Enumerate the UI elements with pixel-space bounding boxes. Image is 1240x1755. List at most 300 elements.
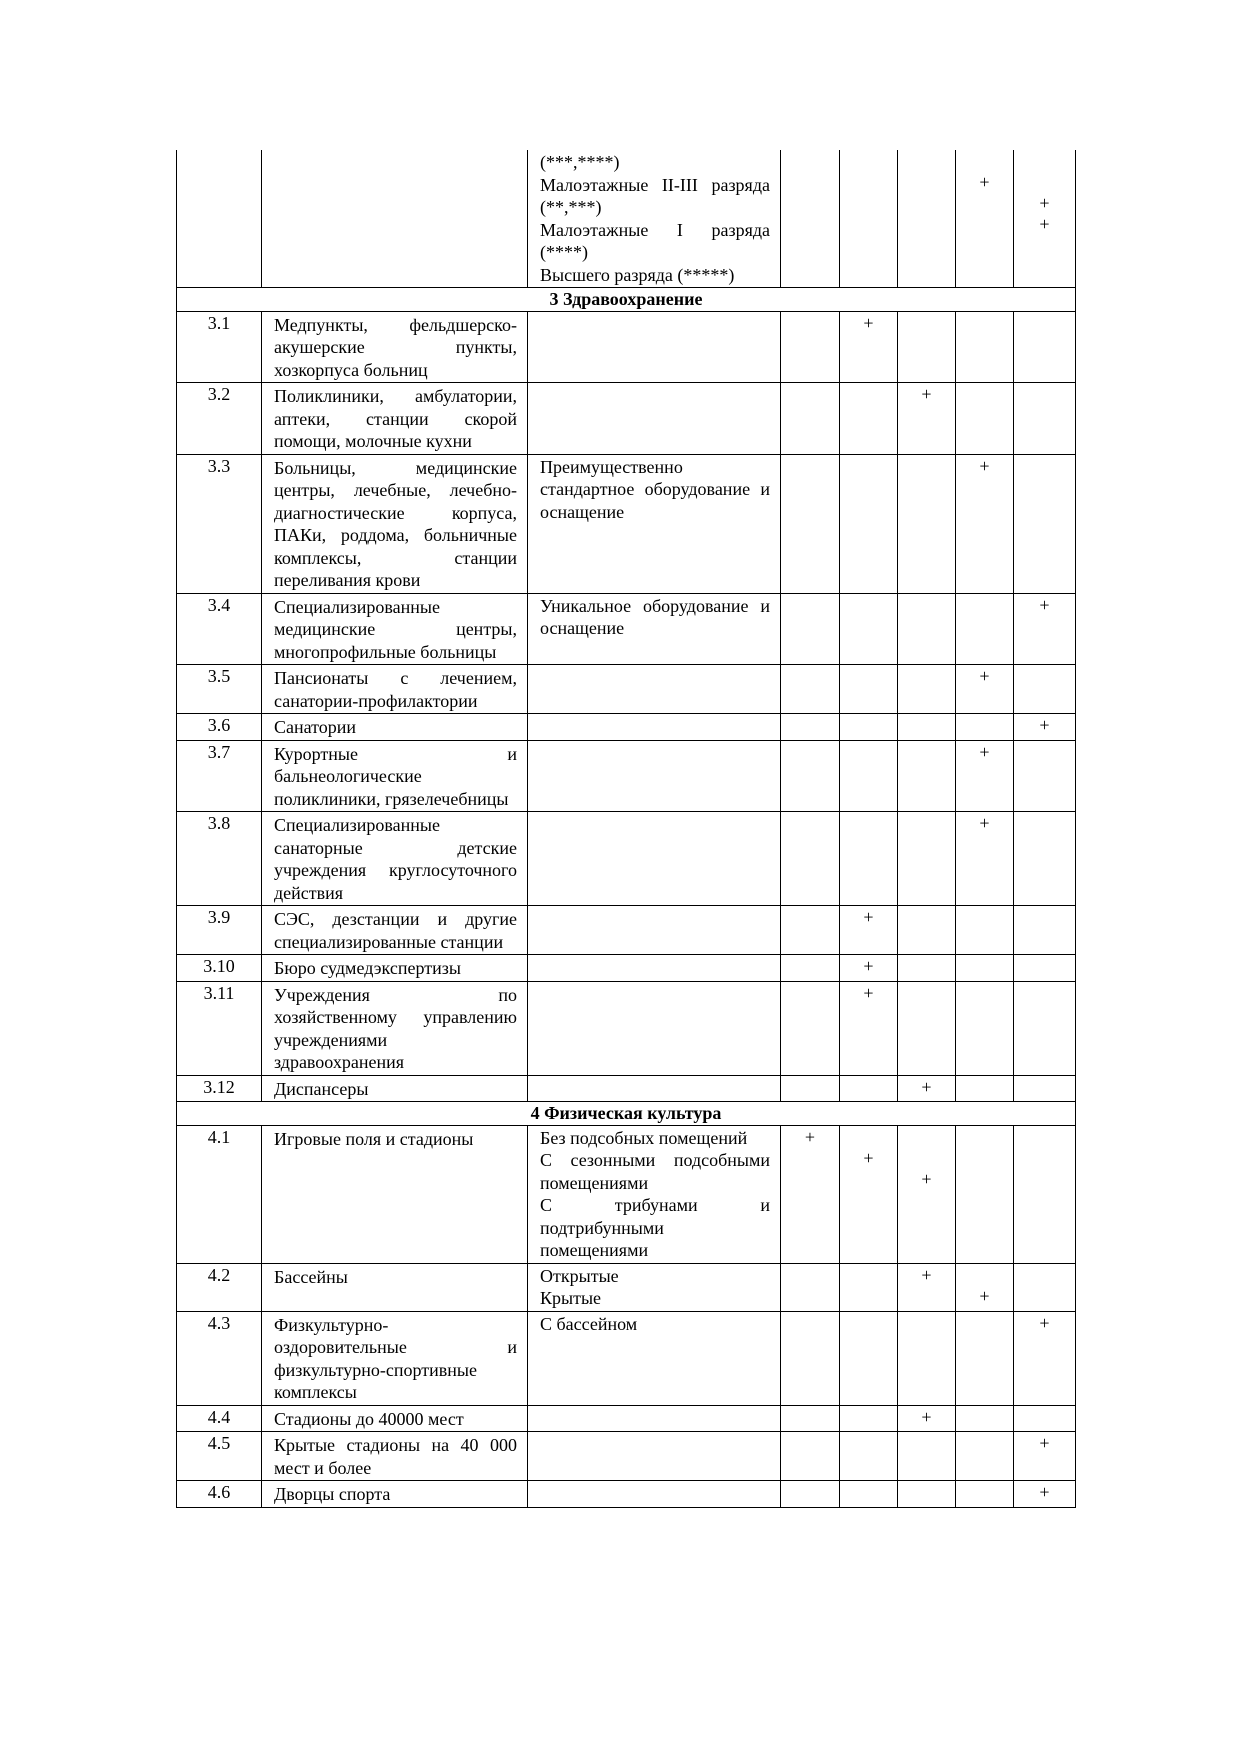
row-number: 3.12 (177, 1075, 262, 1102)
mark: + (863, 982, 874, 1003)
mark (956, 1147, 1013, 1168)
mark (898, 192, 955, 213)
row-number: 3.4 (177, 593, 262, 665)
mark (781, 1147, 839, 1168)
table-row (177, 740, 1076, 812)
mark: + (1039, 193, 1050, 213)
mark (1014, 982, 1075, 1003)
table-row (177, 1125, 1076, 1263)
mark (1014, 171, 1075, 192)
mark-cell-5 (1014, 1263, 1076, 1311)
mark-cell-1 (781, 1125, 840, 1263)
mark-cell-2 (840, 1075, 898, 1102)
row-number: 3.5 (177, 665, 262, 714)
mark-cell-1 (781, 454, 840, 593)
class-cell (528, 593, 781, 665)
row-name: Стадионы до 40000 мест (262, 1405, 528, 1432)
class-text: Без подсобных помещений (540, 1127, 748, 1148)
mark (781, 1285, 839, 1306)
class-cell (528, 955, 781, 982)
mark-cell-1 (781, 1405, 840, 1432)
mark (840, 1076, 897, 1097)
mark (898, 741, 955, 762)
classification-table (176, 150, 1076, 1508)
class-text: С трибунами и подтрибунными помещениями (540, 1195, 770, 1260)
mark-cell-3 (898, 1432, 956, 1481)
row-name: Специализированные медицинские центры, многопрофильные больницы (262, 593, 528, 665)
class-text: Уникальное оборудование и оснащение (540, 595, 770, 638)
class-cell (528, 1125, 781, 1263)
mark (840, 741, 897, 762)
mark-cell-1 (781, 1481, 840, 1508)
row-name: Медпункты, фельдшерско-акушерские пункты, хозкорпуса больниц (262, 311, 528, 383)
mark (1014, 812, 1075, 833)
table-row (177, 906, 1076, 955)
mark-cell-5 (1014, 593, 1076, 665)
section-header-row (177, 1102, 1076, 1126)
mark (1014, 1076, 1075, 1097)
class-text: С сезонными подсобными помещениями (540, 1150, 770, 1193)
mark-cell-3 (898, 1125, 956, 1263)
class-text (540, 1482, 770, 1503)
mark (840, 714, 897, 735)
table-row (177, 383, 1076, 455)
row-number: 3.7 (177, 740, 262, 812)
mark-cell-2 (840, 1311, 898, 1405)
mark (1014, 1285, 1075, 1306)
mark (898, 982, 955, 1003)
class-text: Открытые (540, 1265, 619, 1286)
mark (781, 982, 839, 1003)
class-cell (528, 1311, 781, 1405)
mark (898, 1126, 955, 1147)
mark (1014, 312, 1075, 333)
mark-cell-3 (898, 383, 956, 455)
mark-cell-2 (840, 1405, 898, 1432)
mark (781, 1076, 839, 1097)
mark-cell-2 (840, 150, 898, 288)
mark (956, 1406, 1013, 1427)
row-name: Больницы, медицинские центры, лечебные, лечебно-диагностические корпуса, ПАКи, роддома, больничные комплексы, станции переливания крови (262, 454, 528, 593)
mark (840, 594, 897, 615)
mark (781, 171, 839, 192)
mark-cell-4 (956, 1405, 1014, 1432)
row-name: Диспансеры (262, 1075, 528, 1102)
mark-cell-2 (840, 740, 898, 812)
mark-cell-5 (1014, 714, 1076, 741)
mark-cell-5 (1014, 665, 1076, 714)
table-row (177, 1263, 1076, 1311)
mark-cell-5 (1014, 1405, 1076, 1432)
row-number: 3.8 (177, 812, 262, 906)
mark: + (1039, 214, 1050, 234)
mark-cell-4 (956, 1432, 1014, 1481)
class-text (540, 1077, 770, 1098)
mark-cell-2 (840, 906, 898, 955)
mark-cell-3 (898, 955, 956, 982)
mark (781, 455, 839, 476)
class-text (540, 813, 770, 834)
class-cell (528, 311, 781, 383)
row-name: Курортные и бальнеологические поликлиники, грязелечебницы (262, 740, 528, 812)
mark: + (979, 455, 990, 476)
mark-cell-4 (956, 1481, 1014, 1508)
class-cell (528, 906, 781, 955)
mark-cell-3 (898, 665, 956, 714)
section-header-row (177, 288, 1076, 312)
mark: + (921, 1406, 932, 1427)
mark (781, 1168, 839, 1189)
mark-cell-2 (840, 665, 898, 714)
class-cell (528, 812, 781, 906)
class-cell (528, 1075, 781, 1102)
mark (898, 312, 955, 333)
class-cell (528, 740, 781, 812)
mark: + (1039, 594, 1050, 615)
mark (898, 213, 955, 234)
mark (781, 312, 839, 333)
mark (781, 714, 839, 735)
mark (781, 150, 839, 171)
mark: + (863, 956, 874, 976)
table-row (177, 981, 1076, 1075)
mark-cell-1 (781, 593, 840, 665)
mark-cell-4 (956, 593, 1014, 665)
row-number: 3.6 (177, 714, 262, 741)
mark: + (979, 1285, 990, 1306)
mark-cell-5 (1014, 311, 1076, 383)
mark: + (863, 312, 874, 333)
mark (840, 665, 897, 686)
mark-cell-3 (898, 1481, 956, 1508)
table-row (177, 150, 1076, 288)
row-number: 3.2 (177, 383, 262, 455)
row-number: 4.3 (177, 1311, 262, 1405)
table-row (177, 1405, 1076, 1432)
mark (898, 1285, 955, 1306)
table-row (177, 454, 1076, 593)
mark-cell-3 (898, 593, 956, 665)
table-row (177, 1432, 1076, 1481)
mark-cell-5 (1014, 981, 1076, 1075)
mark: + (1039, 1482, 1050, 1502)
mark (840, 1285, 897, 1306)
table-row (177, 1075, 1076, 1102)
mark: + (921, 1168, 932, 1189)
mark (956, 1076, 1013, 1097)
row-name: Санатории (262, 714, 528, 741)
mark: + (979, 172, 990, 192)
mark-cell-5 (1014, 1311, 1076, 1405)
mark-cell-3 (898, 714, 956, 741)
mark-cell-2 (840, 593, 898, 665)
table-row (177, 665, 1076, 714)
mark-cell-1 (781, 981, 840, 1075)
row-number: 3.10 (177, 955, 262, 982)
mark-cell-4 (956, 311, 1014, 383)
class-cell (528, 714, 781, 741)
mark (1014, 383, 1075, 404)
mark (898, 1147, 955, 1168)
class-text (540, 313, 770, 334)
mark: + (921, 1264, 932, 1285)
mark-cell-5 (1014, 740, 1076, 812)
row-number-cell (177, 150, 262, 288)
mark-cell-1 (781, 1432, 840, 1481)
class-text (540, 1407, 770, 1428)
row-number: 3.1 (177, 311, 262, 383)
class-cell (528, 383, 781, 455)
mark (840, 812, 897, 833)
mark (1014, 1168, 1075, 1189)
row-number: 3.9 (177, 906, 262, 955)
class-text: Высшего разряда (*****) (540, 264, 735, 285)
mark (840, 1481, 897, 1502)
section-title: 3 Здравоохранение (177, 288, 1076, 312)
mark (840, 455, 897, 476)
table-row (177, 714, 1076, 741)
row-name: Бюро судмедэкспертизы (262, 955, 528, 982)
mark (956, 1432, 1013, 1453)
mark-cell-1 (781, 311, 840, 383)
mark-cell-2 (840, 1263, 898, 1311)
mark (898, 714, 955, 735)
class-text (540, 907, 770, 928)
mark (898, 150, 955, 171)
mark-cell-3 (898, 150, 956, 288)
mark: + (979, 666, 990, 686)
mark: + (863, 1147, 874, 1168)
mark (840, 383, 897, 404)
mark (956, 955, 1013, 976)
class-cell (528, 1263, 781, 1311)
mark (956, 1168, 1013, 1189)
class-cell (528, 150, 781, 288)
table-row (177, 1481, 1076, 1508)
mark-cell-2 (840, 1481, 898, 1508)
mark (840, 1168, 897, 1189)
mark (781, 1264, 839, 1285)
class-cell (528, 1432, 781, 1481)
mark (898, 665, 955, 686)
mark-cell-5 (1014, 906, 1076, 955)
mark-cell-2 (840, 1125, 898, 1263)
mark-cell-5 (1014, 150, 1076, 288)
mark-cell-2 (840, 1432, 898, 1481)
mark-cell-2 (840, 454, 898, 593)
row-name: Пансионаты с лечением, санатории-профилактории (262, 665, 528, 714)
row-number: 4.2 (177, 1263, 262, 1311)
class-text (540, 715, 770, 736)
class-text (540, 983, 770, 1004)
mark-cell-1 (781, 1263, 840, 1311)
row-number: 4.5 (177, 1432, 262, 1481)
class-cell (528, 1481, 781, 1508)
mark-cell-4 (956, 714, 1014, 741)
class-text: (***,****) (540, 152, 620, 172)
mark-cell-5 (1014, 1481, 1076, 1508)
mark-cell-4 (956, 812, 1014, 906)
class-cell (528, 981, 781, 1075)
mark: + (921, 1076, 932, 1097)
mark (956, 383, 1013, 404)
mark-cell-5 (1014, 1125, 1076, 1263)
class-text: Крытые (540, 1288, 602, 1308)
mark: + (921, 384, 932, 404)
mark (956, 714, 1013, 735)
row-name: Физкультурно-оздоровительные и физкультурно-спортивные комплексы (262, 1311, 528, 1405)
mark-cell-2 (840, 383, 898, 455)
mark-cell-3 (898, 981, 956, 1075)
mark-cell-1 (781, 150, 840, 288)
mark-cell-2 (840, 714, 898, 741)
row-name: Учреждения по хозяйственному управлению учреждениями здравоохранения (262, 981, 528, 1075)
row-name: СЭС, дезстанции и другие специализированные станции (262, 906, 528, 955)
mark (1014, 1126, 1075, 1147)
mark: + (1039, 715, 1050, 735)
mark-cell-4 (956, 665, 1014, 714)
row-number: 3.3 (177, 454, 262, 593)
mark-cell-2 (840, 311, 898, 383)
mark (898, 812, 955, 833)
mark (840, 192, 897, 213)
mark-cell-3 (898, 1311, 956, 1405)
mark: + (979, 741, 990, 762)
mark (956, 192, 1013, 213)
mark-cell-1 (781, 714, 840, 741)
row-name-cell (262, 150, 528, 288)
mark (781, 955, 839, 976)
mark (898, 594, 955, 615)
mark-cell-4 (956, 906, 1014, 955)
mark: + (804, 1126, 816, 1147)
row-name: Крытые стадионы на 40 000 мест и более (262, 1432, 528, 1481)
mark (781, 906, 839, 927)
row-name: Игровые поля и стадионы (262, 1125, 528, 1263)
row-number: 4.4 (177, 1405, 262, 1432)
mark-cell-1 (781, 1311, 840, 1405)
mark: + (1039, 1312, 1050, 1333)
row-name: Специализированные санаторные детские учреждения круглосуточного действия (262, 812, 528, 906)
mark (956, 213, 1013, 234)
table-row (177, 955, 1076, 982)
row-number: 4.6 (177, 1481, 262, 1508)
mark-cell-4 (956, 981, 1014, 1075)
mark (840, 1264, 897, 1285)
class-text (540, 742, 770, 763)
mark-cell-1 (781, 665, 840, 714)
mark (956, 1312, 1013, 1333)
mark (781, 1481, 839, 1502)
mark (956, 1264, 1013, 1285)
class-text: Малоэтажные II-III разряда (**,***) (540, 174, 770, 217)
row-name: Поликлиники, амбулатории, аптеки, станции скорой помощи, молочные кухни (262, 383, 528, 455)
mark (956, 150, 1013, 171)
mark (1014, 906, 1075, 927)
mark (1014, 741, 1075, 762)
mark-cell-2 (840, 981, 898, 1075)
mark (781, 1432, 839, 1453)
mark (781, 594, 839, 615)
class-text: С бассейном (540, 1313, 638, 1334)
class-cell (528, 665, 781, 714)
mark (781, 1406, 839, 1427)
row-name: Бассейны (262, 1263, 528, 1311)
mark (1014, 955, 1075, 976)
mark-cell-3 (898, 906, 956, 955)
mark (898, 171, 955, 192)
mark (956, 1481, 1013, 1502)
mark (840, 1432, 897, 1453)
mark (956, 906, 1013, 927)
class-cell (528, 1405, 781, 1432)
mark (840, 1126, 897, 1147)
mark-cell-1 (781, 906, 840, 955)
mark: + (1039, 1433, 1050, 1453)
mark (840, 150, 897, 171)
class-cell (528, 454, 781, 593)
class-text: Преимущественно стандартное оборудование и оснащение (540, 456, 770, 522)
mark (781, 383, 839, 404)
table-row (177, 812, 1076, 906)
mark-cell-4 (956, 1263, 1014, 1311)
mark (898, 1481, 955, 1502)
mark (781, 812, 839, 833)
mark-cell-3 (898, 311, 956, 383)
class-text (540, 384, 770, 405)
mark-cell-4 (956, 955, 1014, 982)
row-number: 3.11 (177, 981, 262, 1075)
mark-cell-5 (1014, 812, 1076, 906)
mark (781, 213, 839, 234)
mark-cell-3 (898, 1263, 956, 1311)
mark (1014, 150, 1075, 171)
mark-cell-5 (1014, 383, 1076, 455)
mark-cell-2 (840, 812, 898, 906)
mark-cell-3 (898, 1075, 956, 1102)
mark (840, 171, 897, 192)
mark-cell-5 (1014, 1075, 1076, 1102)
mark (1014, 1147, 1075, 1168)
mark-cell-1 (781, 955, 840, 982)
mark-cell-4 (956, 150, 1014, 288)
class-text (540, 666, 770, 687)
mark-cell-1 (781, 812, 840, 906)
mark-cell-4 (956, 383, 1014, 455)
mark-cell-5 (1014, 454, 1076, 593)
mark-cell-4 (956, 1075, 1014, 1102)
mark (781, 192, 839, 213)
mark (956, 982, 1013, 1003)
mark-cell-1 (781, 740, 840, 812)
class-text (540, 1433, 770, 1454)
row-number: 4.1 (177, 1125, 262, 1263)
mark (898, 1312, 955, 1333)
mark: + (863, 907, 874, 927)
table-row (177, 1311, 1076, 1405)
table-body (177, 150, 1076, 1507)
mark (840, 213, 897, 234)
mark (898, 1432, 955, 1453)
mark-cell-3 (898, 1405, 956, 1432)
mark: + (979, 813, 990, 833)
mark-cell-4 (956, 1311, 1014, 1405)
mark (898, 955, 955, 976)
mark-cell-1 (781, 1075, 840, 1102)
mark-cell-4 (956, 1125, 1014, 1263)
mark (956, 1126, 1013, 1147)
mark (1014, 1406, 1075, 1427)
